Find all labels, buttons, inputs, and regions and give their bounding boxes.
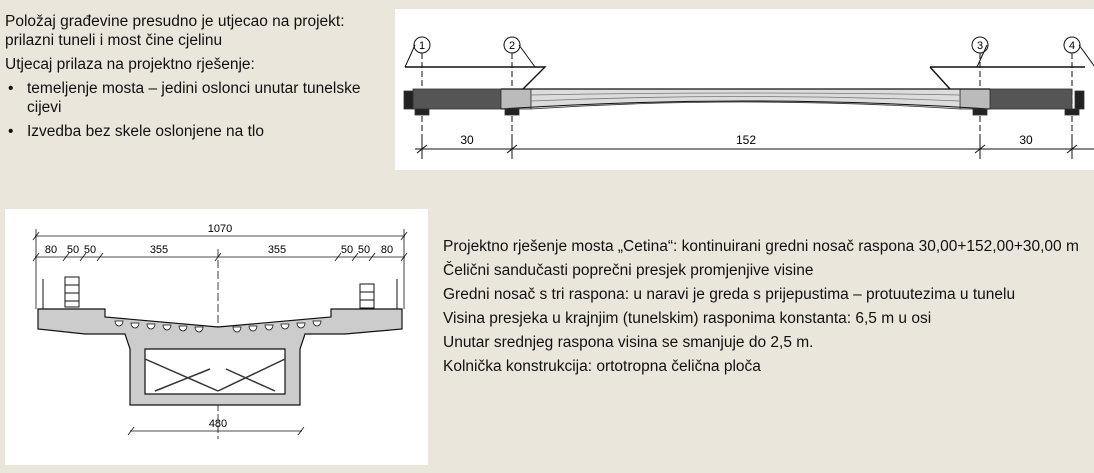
section-dimension: 50: [340, 244, 354, 256]
section-dimension: 355: [149, 244, 169, 256]
support-label: 1: [418, 40, 426, 52]
support-label: 4: [1068, 40, 1076, 52]
section-bottom-width: 480: [208, 418, 228, 430]
span-dimension: 30: [1019, 133, 1033, 147]
section-dimension: 80: [44, 244, 58, 256]
intro-subheading: Utjecaj prilaza na projektno rješenje:: [5, 56, 255, 73]
support-label: 3: [976, 40, 984, 52]
cross-section-drawing: [5, 209, 428, 465]
description-line: Kolnička konstrukcija: ortotropna čelična ploča: [443, 358, 761, 375]
description-line: Gredni nosač s tri raspona: u naravi je greda s prijepustima – protuutezima u tunelu: [443, 286, 1016, 303]
section-dimension: 355: [267, 244, 287, 256]
intro-text: [5, 12, 375, 146]
bridge-elevation-drawing: [395, 9, 1094, 170]
section-dimension: 50: [83, 244, 97, 256]
section-dimension: 80: [380, 244, 394, 256]
section-total-width: 1070: [207, 223, 233, 235]
description-line: Projektno rješenje mosta „Cetina“: kontinuirani gredni nosač raspona 30,00+152,00+30,00 m: [443, 238, 1079, 255]
section-dimension: 50: [357, 244, 371, 256]
description-text: [443, 237, 1083, 381]
span-dimension: 152: [735, 133, 757, 147]
description-line: Unutar srednjeg raspona visina se smanjuje do 2,5 m.: [443, 334, 814, 351]
cross-section-panel: [5, 209, 428, 465]
span-dimension: 30: [460, 133, 474, 147]
description-line: Čelični sandučasti poprečni presjek promjenjive visine: [443, 262, 814, 279]
bridge-elevation-panel: [395, 9, 1094, 170]
support-label: 2: [508, 40, 516, 52]
bullet-item: • Izvedba bez skele oslonjene na tlo: [5, 122, 375, 141]
bullet-item: • temeljenje mosta – jedini oslonci unutar tunelske cijevi: [5, 79, 375, 117]
intro-paragraph: Položaj građevine presudno je utjecao na projekt: prilazni tuneli i most čine cjelinu: [5, 13, 345, 49]
description-line: Visina presjeka u krajnjim (tunelskim) rasponima konstanta: 6,5 m u osi: [443, 310, 932, 327]
section-dimension: 50: [66, 244, 80, 256]
